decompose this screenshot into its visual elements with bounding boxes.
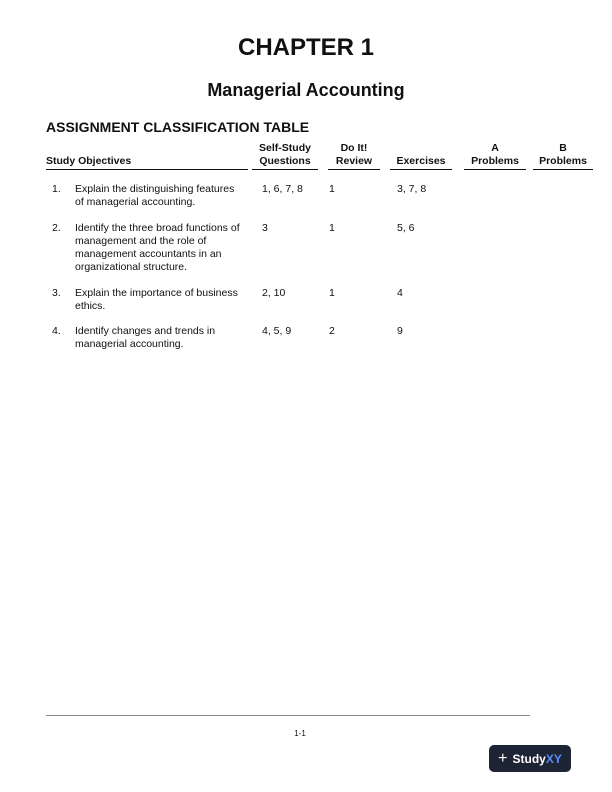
header-self-study: [252, 142, 318, 170]
header-do-it: [328, 142, 380, 170]
header-b-line1: B: [559, 142, 567, 154]
row-self-study: 4, 5, 9: [262, 325, 292, 337]
objective-line: of managerial accounting.: [75, 196, 196, 208]
row-do-it: 2: [329, 325, 335, 337]
row-objective: [75, 325, 251, 351]
header-exercises: [390, 155, 452, 170]
header-b-line2: Problems: [539, 155, 587, 167]
row-exercises: 9: [397, 325, 403, 337]
header-study-objectives-label: Study Objectives: [46, 155, 132, 167]
footer-divider: [46, 715, 530, 716]
objective-line: organizational structure.: [75, 261, 188, 273]
header-self-study-line2: Questions: [259, 155, 311, 167]
studyxy-badge[interactable]: [489, 745, 571, 772]
objective-line: ethics.: [75, 300, 106, 312]
plus-icon: +: [498, 749, 508, 767]
header-do-it-line2: Review: [335, 155, 373, 167]
objective-line: Identify changes and trends in: [75, 325, 216, 337]
row-do-it: 1: [329, 222, 335, 234]
header-a-line1: A: [491, 142, 499, 154]
objective-line: Explain the importance of business: [75, 287, 238, 299]
row-exercises: 5, 6: [397, 222, 415, 234]
row-objective: [75, 287, 251, 313]
header-a-problems: [464, 142, 526, 170]
row-self-study: 3: [262, 222, 268, 234]
objective-line: managerial accounting.: [75, 338, 184, 350]
objective-line: Explain the distinguishing features: [75, 183, 235, 195]
objective-line: management and the role of: [75, 235, 207, 247]
row-self-study: 2, 10: [262, 287, 286, 299]
objective-line: Identify the three broad functions of: [75, 222, 240, 234]
chapter-subtitle: Managerial Accounting: [207, 80, 405, 100]
brand-accent: XY: [545, 751, 562, 766]
objective-line: management accountants in an: [75, 248, 222, 260]
section-title: ASSIGNMENT CLASSIFICATION TABLE: [46, 119, 310, 135]
row-self-study: 1, 6, 7, 8: [262, 183, 303, 195]
header-b-problems: [533, 142, 593, 170]
row-exercises: 4: [397, 287, 403, 299]
header-exercises-label: Exercises: [396, 155, 446, 167]
row-number: 2.: [52, 222, 61, 234]
chapter-title: CHAPTER 1: [237, 34, 375, 61]
brand-main: Study: [512, 751, 546, 766]
row-number: 1.: [52, 183, 61, 195]
header-a-line2: Problems: [471, 155, 519, 167]
row-objective: [75, 183, 251, 209]
row-exercises: 3, 7, 8: [397, 183, 427, 195]
row-objective: [75, 222, 251, 274]
row-do-it: 1: [329, 183, 335, 195]
header-self-study-line1: Self-Study: [259, 142, 311, 154]
header-study-objectives: [46, 155, 248, 170]
row-number: 4.: [52, 325, 61, 337]
page-number: 1-1: [294, 729, 306, 738]
row-number: 3.: [52, 287, 61, 299]
header-do-it-line1: Do It!: [340, 142, 368, 154]
row-do-it: 1: [329, 287, 335, 299]
